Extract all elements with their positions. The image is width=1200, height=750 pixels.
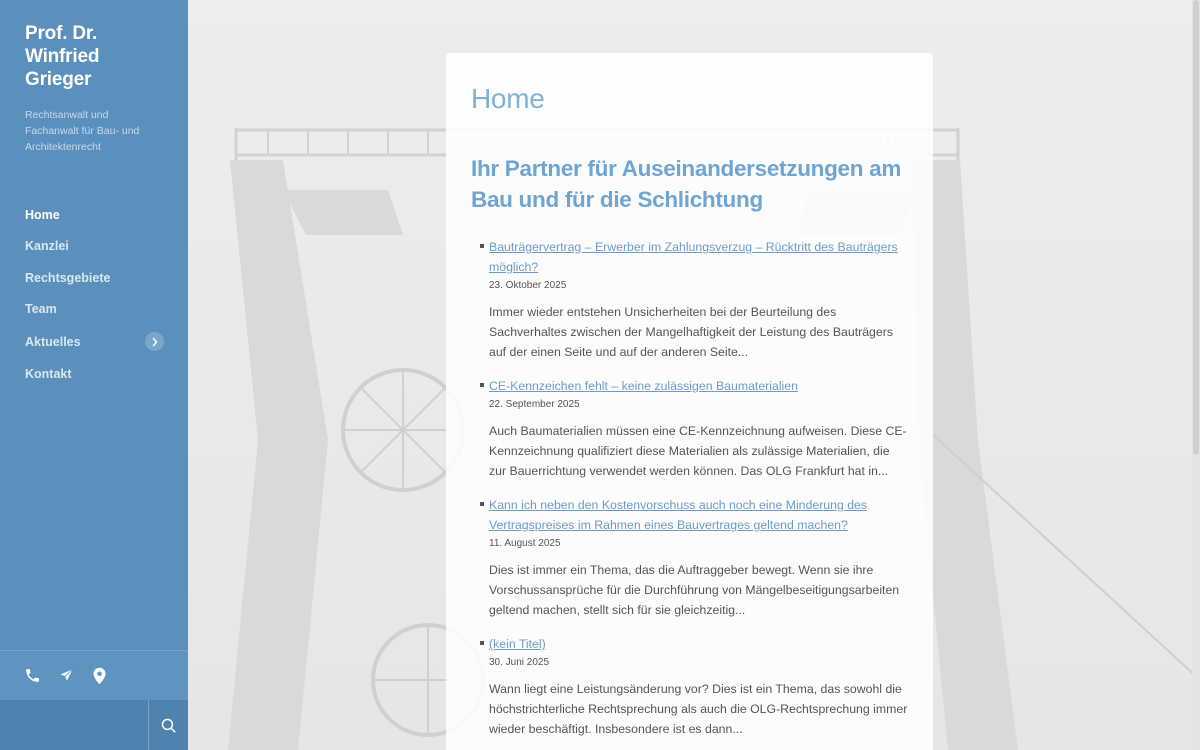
post-list <box>471 237 908 739</box>
post-excerpt: Immer wieder entstehen Unsicherheiten bei der Beurteilung des Sachverhaltes zwischen der Mangelhaftigkeit der Leistung des Bauträgers auf der einen Seite und auf der anderen Seite... <box>489 305 893 359</box>
post-title-link[interactable]: CE-Kennzeichen fehlt – keine zulässigen Baumaterialien <box>489 379 798 393</box>
contact-bar <box>0 650 188 700</box>
nav-item-label: Kanzlei <box>25 239 69 254</box>
main-navigation <box>0 199 188 390</box>
post-excerpt: Auch Baumaterialien müssen eine CE-Kennzeichnung aufweisen. Diese CE-Kennzeichnung qualifiziert diese Materialien als zulässige Materialien, die zur Bauerrichtung verwendet werden können. Das OLG Frankfurt hat in... <box>489 424 907 478</box>
list-item <box>471 376 908 481</box>
search-icon <box>160 717 177 734</box>
post-date: 11. August 2025 <box>489 538 561 549</box>
scrollbar-thumb[interactable] <box>1193 0 1199 455</box>
nav-item-aktuelles[interactable] <box>0 325 188 358</box>
search-bar <box>0 700 188 750</box>
submenu-toggle-button[interactable] <box>145 332 164 351</box>
post-date: 30. Juni 2025 <box>489 657 550 668</box>
site-title[interactable]: Prof. Dr. Winfried Grieger <box>25 23 100 90</box>
nav-item-label: Rechtsgebiete <box>25 270 111 285</box>
post-title-link[interactable]: Bauträgervertrag – Erwerber im Zahlungsverzug – Rücktritt des Bauträgers möglich? <box>489 240 898 274</box>
post-date: 22. September 2025 <box>489 399 580 410</box>
bullet <box>480 244 484 248</box>
chevron-right-icon <box>151 337 159 347</box>
send-icon[interactable] <box>58 667 75 684</box>
bullet <box>480 502 484 506</box>
bullet <box>480 383 484 387</box>
phone-icon[interactable] <box>24 667 41 684</box>
nav-item-label: Kontakt <box>25 366 72 381</box>
nav-item-home[interactable] <box>0 199 188 231</box>
nav-item-label: Home <box>25 207 60 222</box>
sidebar <box>0 0 188 750</box>
post-excerpt: Dies ist immer ein Thema, das die Auftraggeber bewegt. Wenn sie ihre Vorschussansprüche für die Durchführung von Mängelbeseitigungsarbeiten geltend machen, stellt sich für sie gleichzeitig... <box>489 563 900 617</box>
page-headline: Ihr Partner für Auseinandersetzungen am Bau und für die Schlichtung <box>471 156 902 212</box>
bullet <box>480 641 484 645</box>
page-title: Home <box>471 83 545 114</box>
post-title-link[interactable]: (kein Titel) <box>489 637 546 651</box>
content-card <box>446 53 933 750</box>
list-item <box>471 495 908 620</box>
nav-item-label: Aktuelles <box>25 334 81 349</box>
nav-item-team[interactable] <box>0 294 188 326</box>
search-input[interactable] <box>0 700 148 750</box>
nav-item-kontakt[interactable] <box>0 358 188 390</box>
nav-item-kanzlei[interactable] <box>0 231 188 263</box>
search-button[interactable] <box>148 700 188 750</box>
list-item <box>471 634 908 739</box>
scrollbar-track[interactable] <box>1192 0 1200 750</box>
post-excerpt: Wann liegt eine Leistungsänderung vor? Dies ist ein Thema, das sowohl die höchstrichterliche Rechtsprechung als auch die OLG-Rechtsprechung immer wieder beschäftigt. Insbesondere ist es dann... <box>489 682 908 736</box>
list-item <box>471 237 908 362</box>
map-pin-icon[interactable] <box>92 667 107 685</box>
post-date: 23. Oktober 2025 <box>489 280 567 291</box>
site-branding <box>0 0 188 155</box>
nav-item-label: Team <box>25 302 57 317</box>
post-title-link[interactable]: Kann ich neben den Kostenvorschuss auch noch eine Minderung des Vertragspreises im Rahmen eines Bauvertrages geltend machen? <box>489 498 868 532</box>
nav-item-rechtsgebiete[interactable] <box>0 262 188 294</box>
site-description: Rechtsanwalt und Fachanwalt für Bau- und Architektenrecht <box>25 109 140 153</box>
